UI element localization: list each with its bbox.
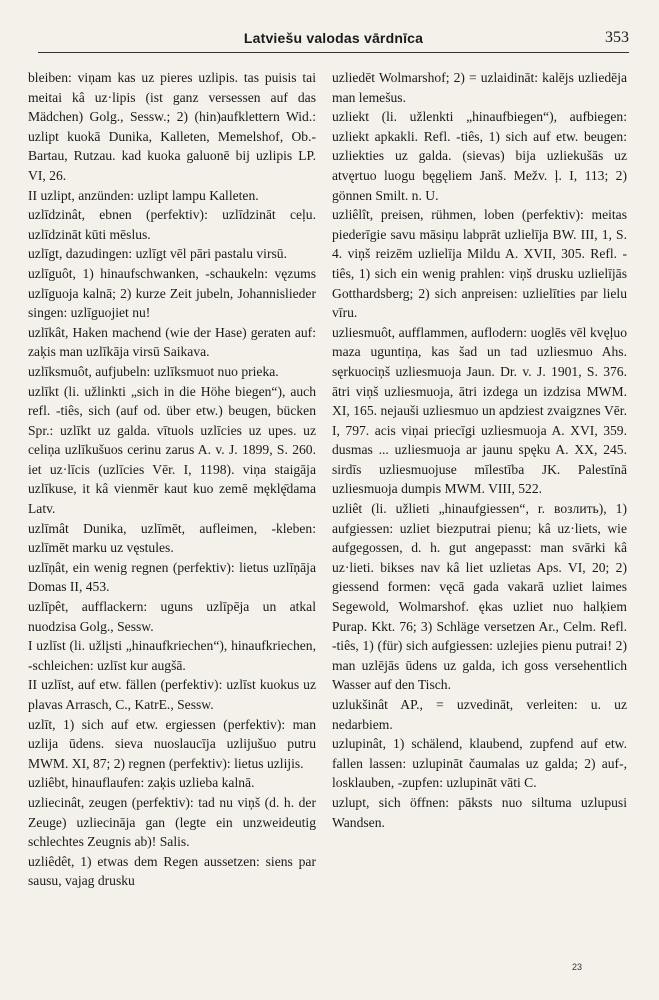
dictionary-entry: uzlīdzinât, ebnen (perfektiv): uzlīdzināt ceļu. uzlīdzināt kūti mēslus. [28, 207, 316, 242]
dictionary-entry: uzliekt (li. užlenkti „hinaufbiegen“), aufbiegen: uzliekt apkakli. Refl. -tiês, 1) sich auf etw. beugen: uzliekties uz galda. (sievas) bija uzliekušās uz atvęrtuo luogu bęgęliem Janš. Mežv. ļ. I, 113; 2) gönnen Smilt. n. U. [332, 109, 627, 203]
printer-signature: 23 [572, 962, 583, 972]
dictionary-entry: uzlīmât Dunika, uzlīmēt, aufleimen, -kleben: uzlīmēt marku uz vęstules. [28, 520, 316, 556]
dictionary-entry: uzlīksmuôt, aufjubeln: uzlīksmuot nuo prieka. [28, 363, 279, 379]
dictionary-entry: uzliesmuôt, aufflammen, auflodern: uoglēs vēl kvęļuo maza uguntiņa, kas šad un tad uzliesmuo Ahs. sęrkuociņš uzliesmuoja Jaun. Dr. v. J. 1901, S. 376. ātri viņš uzliesmuoja, ātri izdega un izdzisa MWM. XI, 165. nejauši uzliesmuo un apdziest zvaigznes Vēr. I, 797. acis viņai priecīgi uzliesmuoja A. XVI, 359. dusmas ... uzliesmuoja ar jaunu spęku A. XX, 245. sirdīs uzliesmuojuse mīlestība JK. Palestīnā uzliesmuoja dumpis MWM. VIII, 522. [332, 324, 627, 497]
dictionary-entry: uzlīkt (li. užlinkti „sich in die Höhe biegen“), auch refl. -tiês, sich (auf od. über etw.) beugen, bücken Spr.: uzlīkt uz galda. vītuols uzlīcies uz upes. uz celiņa uzlīkušuos cerinu zarus A. v. J. 1899, S. 260. iet uz·līcis (uzlīcies Vēr. I, 1198). viņa staigāja uzlīkuse, it kâ vienmēr kaut kuo zemē męklę̄dama Latv. [28, 383, 316, 517]
dictionary-entry: uzliêdêt, 1) etwas dem Regen aussetzen: siens par sausu, vajag drusku [28, 853, 316, 889]
dictionary-entry: uzlukšinât AP., = uzvedināt, verleiten: u. uz nedarbiem. [332, 697, 627, 732]
dictionary-entry: uzlīkât, Haken machend (wie der Hase) geraten auf: zaķis man uzlīkāja virsū Saikava. [28, 324, 316, 360]
page-number: 353 [605, 29, 629, 46]
page-header [38, 28, 629, 53]
dictionary-entry: uzliêlît, preisen, rühmen, loben (perfektiv): meitas piederīgie savu māsiņu labprāt uzlielīja BW. III, 1, S. 4. viņš reizēm uzlielīja Mildu A. XVII, 305. Refl. -tiês, 1) sich ein wenig prahlen: viņš drusku uzlielījās Gotthardsberg; 2) sich anpreisen: uzlielīties par lielu vīru. [332, 207, 627, 321]
dictionary-entry: bleiben: viņam kas uz pieres uzlipis. tas puisis tai meitai kâ uz·lipis (ist ganz versessen auf das Mädchen) Golg., Sessw.; 2) (hin)aufklettern Wid.: uzlipt kuokā Dunika, Kalleten, Memelshof, Ob.-Bartau, Rutzau. kad kuoka galuonē bij uzlipis LP. VI, 26. [28, 70, 316, 183]
running-title: Latviešu valodas vārdnīca [243, 30, 424, 46]
dictionary-entry: II uzlipt, anzünden: uzlipt lampu Kalleten. [28, 187, 259, 203]
dictionary-entry: uzlīguôt, 1) hinaufschwanken, -schaukeln: vęzums uzlīguoja kalnā; 2) kurze Zeit jubeln, Johannislieder singen: uzlīguojiet nu! [28, 265, 316, 321]
dictionary-entry: uzliêbt, hinauflaufen: zaķis uzlieba kalnā. [28, 775, 255, 791]
dictionary-entry: uzlīt, 1) sich auf etw. ergiessen (perfektiv): man uzlija ūdens. sieva nuoslaucīja uzlijušuo putru MWM. XI, 87; 2) regnen (perfektiv): lietus uzlijis. [28, 716, 316, 771]
dictionary-entry: uzlīpêt, aufflackern: uguns uzlīpēja un atkal nuodzisa Golg., Sessw. [28, 599, 316, 634]
dictionary-entry: uzlīņât, ein wenig regnen (perfektiv): lietus uzlīņāja Domas II, 453. [28, 559, 316, 595]
dictionary-entry: I uzlīst (li. užlįsti „hinaufkriechen“), hinaufkriechen, -schleichen: uzlīst kur augšā. [28, 638, 316, 673]
dictionary-entry: II uzlīst, auf etw. fällen (perfektiv): uzlīst kuokus uz plavas Arrasch, C., KatrE., Sessw. [28, 677, 316, 712]
dictionary-entry: uzlīgt, dazudingen: uzlīgt vēl pāri pastalu virsū. [28, 246, 287, 262]
dictionary-entry: uzlupinât, 1) schälend, klaubend, zupfend auf etw. fallen lassen: uzlupināt čaumalas uz galda; 2) auf-, losklauben, -zupfen: uzlupināt vāti C. [332, 736, 627, 791]
right-column [332, 68, 627, 832]
dictionary-entry: uzlupt, sich öffnen: pāksts nuo siltuma uzlupusi Wandsen. [332, 794, 627, 830]
dictionary-entry: uzliêt (li. užlieti „hinaufgiessen“, r. возлить), 1) aufgiessen: uzliet biezputrai pienu; kâ uz·liets, wie aufgegossen, d. h. gut angepasst: man svārki kâ uz·lieti. bikses nav kâ liet uzlietas Aps. VI, 20; 2) giessend formen: vęcā gada vakarā uzliet laimes Segewold, Wolmarshof. ękas uzliet nuo halķiem Purap. Kkt. 76; 3) Schläge versetzen Ar., Celm. Refl. -tiês, 1) (für) sich aufgiessen: uzlejies pienu putrai! 2) man uzlējās ūdens uz galda, ich goss versehentlich Wasser auf den Tisch. [332, 501, 627, 693]
left-column [28, 68, 316, 891]
dictionary-entry: uzliecinât, zeugen (perfektiv): tad nu viņš (d. h. der Zeuge) uzliecināja gan (legte ein unzweideutig schlechtes Zeugnis ab)! Salis. [28, 794, 316, 850]
dictionary-entry: uzliedēt Wolmarshof; 2) = uzlaidināt: kalējs uzliedēja man lemešus. [332, 70, 627, 105]
